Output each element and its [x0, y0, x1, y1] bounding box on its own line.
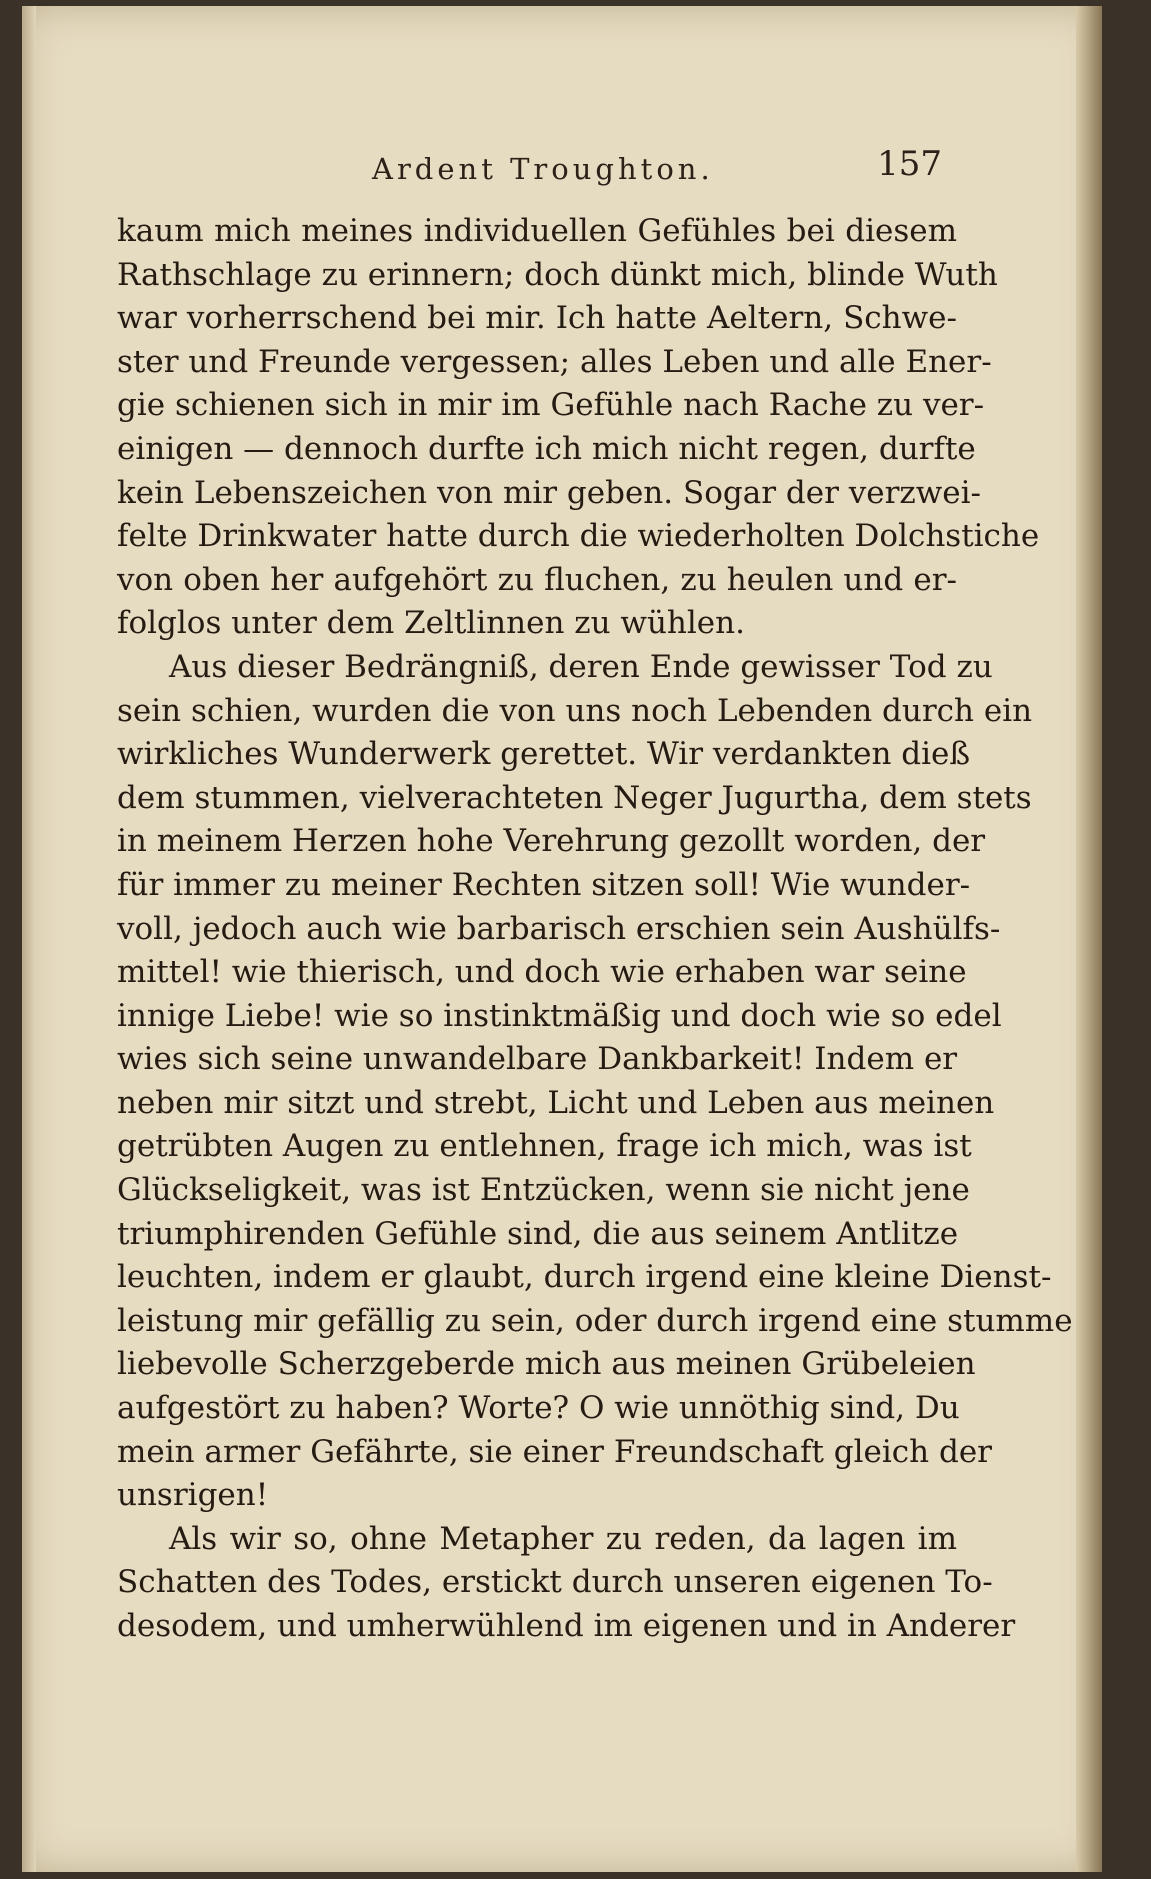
text-line: neben mir sitzt und strebt, Licht und Leben aus meinen — [117, 1084, 995, 1121]
text-line: ster und Freunde vergessen; alles Leben und alle Ener- — [117, 343, 992, 380]
text-line: war vorherrschend bei mir. Ich hatte Aeltern, Schwe- — [117, 300, 957, 337]
text-line: wirkliches Wunderwerk gerettet. Wir verdankten dieß — [117, 736, 971, 773]
text-line: Rathschlage zu erinnern; doch dünkt mich, blinde Wuth — [117, 256, 998, 293]
text-line: Schatten des Todes, erstickt durch unseren eigenen To- — [117, 1564, 993, 1601]
text-line: kaum mich meines individuellen Gefühles bei diesem — [117, 213, 957, 249]
text-line: Aus dieser Bedrängniß, deren Ende gewisser Tod zu — [169, 648, 993, 685]
text-line: desodem, und umherwühlend im eigenen und in Anderer — [117, 1608, 1016, 1644]
text-line: kein Lebenszeichen von mir geben. Sogar der verzwei- — [117, 474, 982, 511]
text-line: einigen — dennoch durfte ich mich nicht regen, durfte — [117, 430, 976, 467]
text-line: wies sich seine unwandelbare Dankbarkeit! Indem er — [117, 1041, 958, 1078]
text-line: für immer zu meiner Rechten sitzen soll! Wie wunder- — [117, 866, 971, 903]
text-line: innige Liebe! wie so instinktmäßig und doch wie so edel — [117, 997, 1002, 1034]
text-line: leuchten, indem er glaubt, durch irgend eine kleine Dienst- — [117, 1259, 1052, 1296]
text-line: gie schienen sich in mir im Gefühle nach Rache zu ver- — [117, 387, 985, 424]
text-line: in meinem Herzen hohe Verehrung gezollt worden, der — [117, 823, 986, 860]
text-line: sein schien, wurden die von uns noch Lebenden durch ein — [117, 692, 1033, 729]
text-line: aufgestört zu haben? Worte? O wie unnöthig sind, Du — [117, 1390, 960, 1427]
text-line: unsrigen! — [117, 1477, 269, 1514]
body-text — [117, 210, 1073, 1649]
text-line: liebevolle Scherzgeberde mich aus meinen Grübeleien — [117, 1346, 976, 1383]
page-number: 157 — [877, 144, 942, 184]
text-line: triumphirenden Gefühle sind, die aus seinem Antlitze — [117, 1215, 959, 1252]
text-line: dem stummen, vielverachteten Neger Jugurtha, dem stets — [117, 779, 1032, 816]
running-title: Ardent Troughton. — [372, 152, 714, 186]
text-line: Glückseligkeit, was ist Entzücken, wenn sie nicht jene — [117, 1172, 970, 1209]
text-line: mein armer Gefährte, sie einer Freundschaft gleich der — [117, 1433, 992, 1470]
text-line: mittel! wie thierisch, und doch wie erhaben war seine — [117, 954, 967, 991]
text-line: folglos unter dem Zeltlinnen zu wühlen. — [117, 605, 745, 642]
text-line: getrübten Augen zu entlehnen, frage ich mich, was ist — [117, 1128, 972, 1165]
text-line: voll, jedoch auch wie barbarisch erschien sein Aushülfs- — [117, 910, 1001, 947]
page-edge — [1076, 6, 1102, 1872]
text-line: Als wir so, ohne Metapher zu reden, da lagen im — [169, 1520, 957, 1557]
text-line: von oben her aufgehört zu fluchen, zu heulen und er- — [117, 561, 957, 598]
running-head — [122, 144, 942, 194]
text-line: leistung mir gefällig zu sein, oder durch irgend eine stumme — [117, 1302, 1073, 1339]
text-line: felte Drinkwater hatte durch die wiederholten Dolchstiche — [117, 518, 1040, 555]
book-page — [22, 6, 1102, 1872]
page-gutter — [22, 6, 36, 1872]
